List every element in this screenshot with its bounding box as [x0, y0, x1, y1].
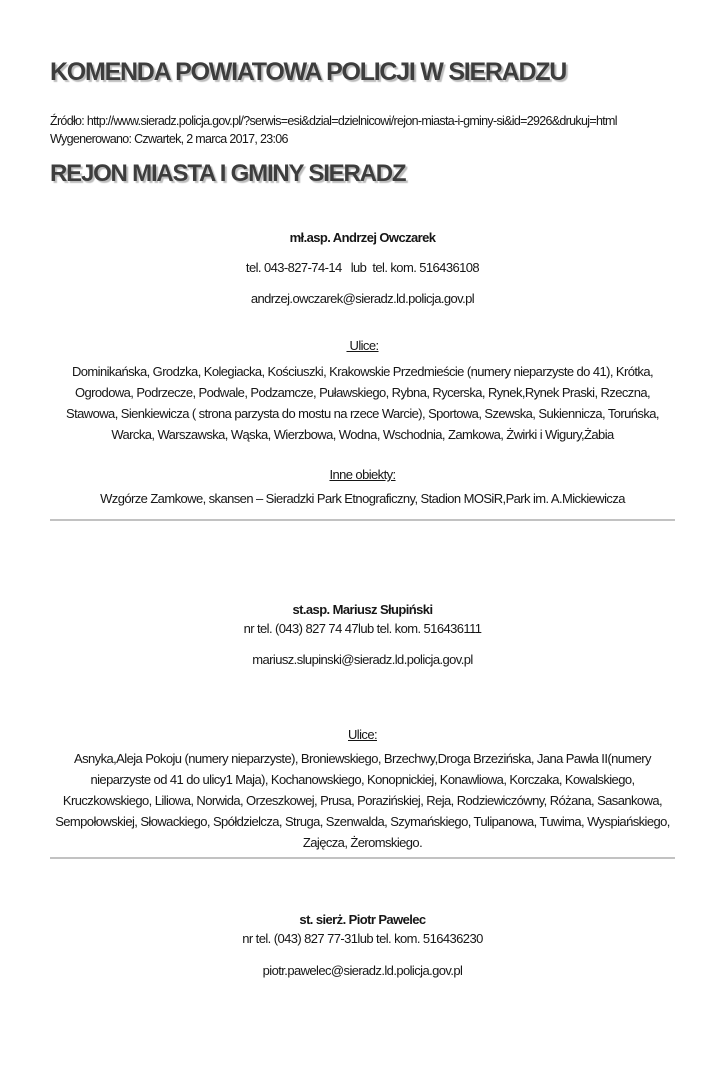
- other-objects-list: Wzgórze Zamkowe, skansen – Sieradzki Park Etnograficzny, Stadion MOSiR,Park im. A.Mickiewicza: [100, 491, 625, 507]
- streets-heading: Ulice:: [348, 727, 377, 743]
- officer-card-2: [50, 601, 675, 853]
- officer-email: andrzej.owczarek@sieradz.ld.policja.gov.pl: [250, 291, 475, 307]
- page-subtitle: REJON MIASTA I GMINY SIERADZ: [50, 159, 406, 187]
- officer-phone: nr tel. (043) 827 77-31lub tel. kom. 516436230: [242, 931, 483, 947]
- officer-phone: nr tel. (043) 827 74 47lub tel. kom. 516436111: [243, 621, 482, 637]
- section-divider: [50, 857, 675, 859]
- other-objects-heading: Inne obiekty:: [329, 467, 396, 483]
- streets-heading: Ulice:: [346, 338, 379, 354]
- document-page: [0, 58, 725, 1082]
- streets-list: Dominikańska, Grodzka, Kolegiacka, Kościuszki, Krakowskie Przedmieście (numery nieparzyste do 41), Krótka, Ogrodowa, Podrzecze, Podwale, Podzamcze, Puławskiego, Rybna, Rycerska, Rynek,Rynek Praski, Rzeczna, Stawowa, Sienkiewicza ( strona parzysta do mostu na rzece Warcie), Sportowa, Szewska, Sukiennicza, Toruńska, Warcka, Warszawska, Wąska, Wierzbowa, Wodna, Wschodnia, Zamkowa, Żwirki i Wigury,Żabia: [66, 364, 662, 443]
- officer-card-1: [50, 229, 675, 509]
- officer-email: piotr.pawelec@sieradz.ld.policja.gov.pl: [262, 963, 463, 979]
- officer-name: st. sierż. Piotr Pawelec: [299, 912, 426, 928]
- officer-email: mariusz.slupinski@sieradz.ld.policja.gov.pl: [252, 652, 473, 668]
- source-line: Źródło: http://www.sieradz.policja.gov.pl/?serwis=esi&dzial=dzielnicowi/rejon-miasta-i-gminy-si&id=2926&drukuj=html: [50, 113, 617, 128]
- officer-phone: tel. 043-827-74-14 lub tel. kom. 516436108: [245, 260, 480, 276]
- streets-list: Asnyka,Aleja Pokoju (numery nieparzyste), Broniewskiego, Brzechwy,Droga Brzezińska, Jana Pawła II(numery nieparzyste od 41 do ulicy1 Maja), Kochanowskiego, Konopnickiej, Konawliowa, Korczaka, Kowalskiego, Kruczkowskiego, Liliowa, Norwida, Orzeszkowej, Prusa, Porazińskiej, Reja, Rodziewiczówny, Różana, Sasankowa, Sempołowskiej, Słowackiego, Spółdzielcza, Struga, Szenwalda, Szymańskiego, Tulipanowa, Tuwima, Wyspiańskiego, Zajęcza, Żeromskiego.: [55, 751, 673, 851]
- generated-line: Wygenerowano: Czwartek, 2 marca 2017, 23:06: [50, 131, 288, 146]
- page-title: KOMENDA POWIATOWA POLICJI W SIERADZU: [50, 58, 567, 86]
- officer-name: st.asp. Mariusz Słupiński: [292, 602, 433, 618]
- section-divider: [50, 519, 675, 521]
- officer-card-3: [50, 911, 675, 979]
- officer-name: mł.asp. Andrzej Owczarek: [289, 230, 436, 246]
